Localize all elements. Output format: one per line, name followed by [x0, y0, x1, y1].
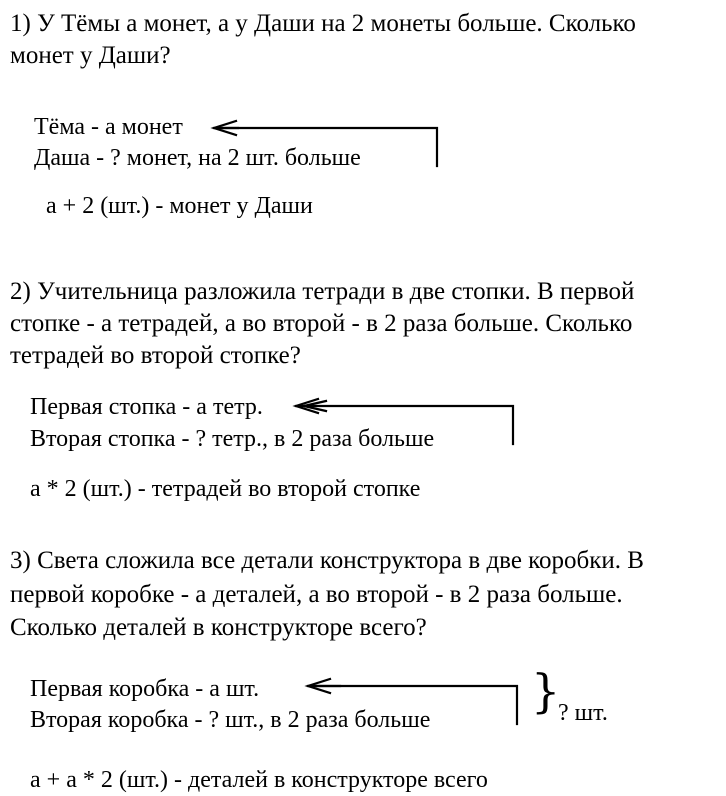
problem-3-arrow-icon	[308, 679, 517, 724]
problem-3-condition-line-2: Вторая коробка - ? шт., в 2 раза больше	[30, 707, 431, 733]
problem-1-condition-line-2: Даша - ? монет, на 2 шт. больше	[34, 145, 361, 171]
problem-2-question-line-3: тетрадей во второй стопке?	[10, 342, 301, 369]
problem-1-condition-line-1: Тёма - а монет	[34, 114, 183, 140]
problem-3-total-label: ? шт.	[558, 700, 608, 726]
problem-3-question-line-2: первой коробке - а деталей, а во второй - в 2 раза больше.	[10, 581, 623, 608]
problem-2-question-line-2: стопке - а тетрадей, а во второй - в 2 раза больше. Сколько	[10, 310, 633, 337]
problem-2-solution: а * 2 (шт.) - тетрадей во второй стопке	[30, 476, 421, 502]
curly-brace-icon: }	[531, 664, 561, 718]
problem-2-question-line-1: 2) Учительница разложила тетради в две стопки. В первой	[10, 278, 635, 305]
problem-1-solution: а + 2 (шт.) - монет у Даши	[46, 193, 313, 219]
problem-3-solution: а + а * 2 (шт.) - деталей в конструкторе всего	[30, 767, 488, 793]
problem-2-arrow-icon	[296, 399, 513, 444]
problem-3-question-line-1: 3) Света сложила все детали конструктора в две коробки. В	[10, 547, 644, 574]
problem-2-condition-line-2: Вторая стопка - ? тетр., в 2 раза больше	[30, 426, 435, 452]
problem-1-question-line-2: монет у Даши?	[10, 42, 171, 69]
problem-1-question-line-1: 1) У Тёмы а монет, а у Даши на 2 монеты больше. Сколько	[10, 10, 636, 37]
problem-2-condition-line-1: Первая стопка - а тетр.	[30, 394, 263, 420]
problem-1-arrow-icon	[214, 121, 437, 166]
problem-3-question-line-3: Сколько деталей в конструкторе всего?	[10, 614, 427, 641]
problem-3-condition-line-1: Первая коробка - а шт.	[30, 676, 260, 702]
